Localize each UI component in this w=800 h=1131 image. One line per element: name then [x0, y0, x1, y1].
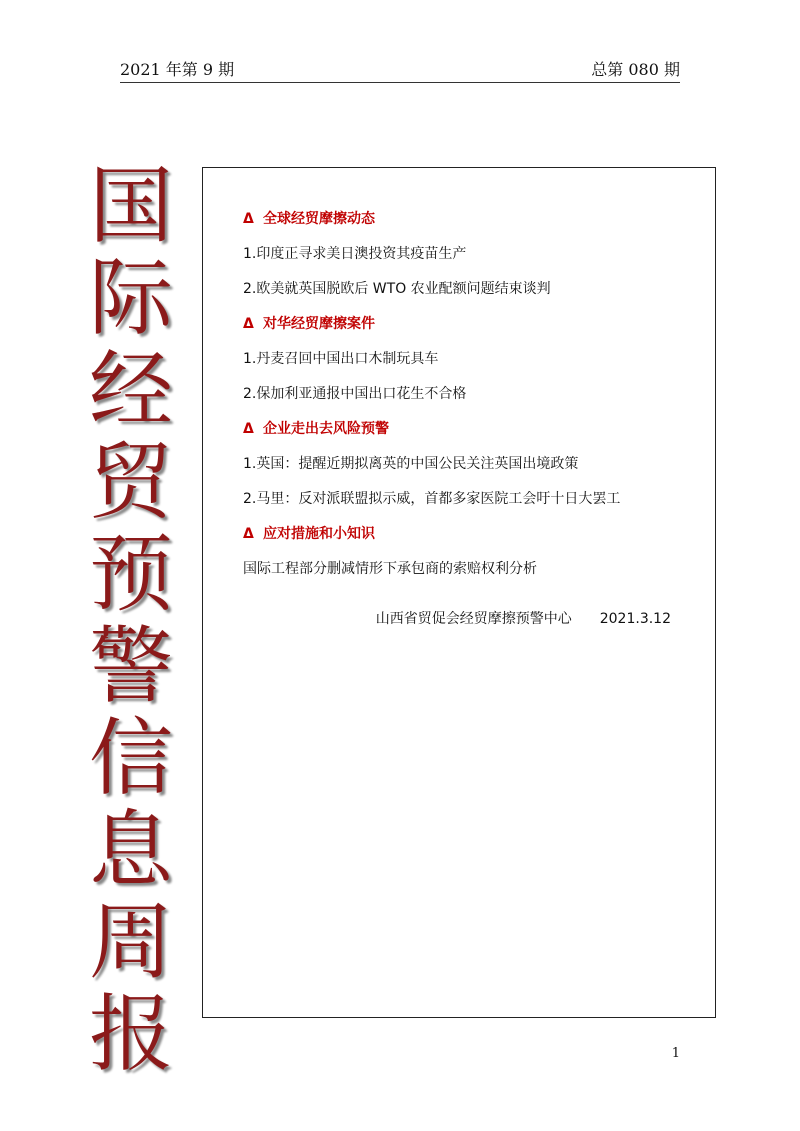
- title-char: 周: [88, 893, 173, 991]
- title-char: 报: [88, 985, 173, 1083]
- title-char: 际: [88, 249, 173, 347]
- toc-item[interactable]: 国际工程部分删减情形下承包商的索赔权利分析: [243, 561, 537, 577]
- toc-item[interactable]: 2.欧美就英国脱欧后 WTO 农业配额问题结束谈判: [243, 281, 551, 297]
- section-heading-global-friction: [243, 208, 375, 230]
- title-char: 国: [88, 157, 173, 255]
- issue-number: 2021 年第 9 期: [120, 60, 235, 79]
- title-char: 贸: [88, 433, 173, 531]
- toc-item[interactable]: 1.英国：提醒近期拟离英的中国公民关注英国出境政策: [243, 456, 579, 472]
- triangle-icon: Δ: [243, 316, 254, 332]
- title-char: 警: [88, 617, 173, 715]
- section-heading-text: 对华经贸摩擦案件: [263, 316, 375, 332]
- total-issue-number: 总第 080 期: [591, 60, 680, 79]
- title-char: 经: [88, 341, 173, 439]
- section-heading-china-cases: [243, 313, 375, 335]
- issuer-line: [376, 608, 671, 630]
- triangle-icon: Δ: [243, 211, 254, 227]
- section-heading-text: 全球经贸摩擦动态: [263, 211, 375, 227]
- section-heading-text: 企业走出去风险预警: [263, 421, 389, 437]
- title-char: 息: [88, 801, 173, 899]
- issue-date: 2021.3.12: [599, 611, 671, 627]
- title-char: 预: [88, 525, 173, 623]
- title-char: 信: [88, 709, 173, 807]
- triangle-icon: Δ: [243, 421, 254, 437]
- toc-item[interactable]: 2.保加利亚通报中国出口花生不合格: [243, 386, 467, 402]
- page-number: 1: [671, 1046, 680, 1061]
- toc-item[interactable]: 1.丹麦召回中国出口木制玩具车: [243, 351, 439, 367]
- triangle-icon: Δ: [243, 526, 254, 542]
- section-heading-text: 应对措施和小知识: [263, 526, 375, 542]
- section-heading-risk-warning: [243, 418, 389, 440]
- toc-item[interactable]: 1.印度正寻求美日澳投资其疫苗生产: [243, 246, 467, 262]
- publication-title: [76, 157, 186, 1083]
- section-heading-measures: [243, 523, 375, 545]
- page-header: [120, 60, 680, 83]
- table-of-contents: [202, 167, 716, 1018]
- toc-item[interactable]: 2.马里：反对派联盟拟示威，首都多家医院工会吁十日大罢工: [243, 491, 621, 507]
- issuer-organization: 山西省贸促会经贸摩擦预警中心: [375, 611, 572, 627]
